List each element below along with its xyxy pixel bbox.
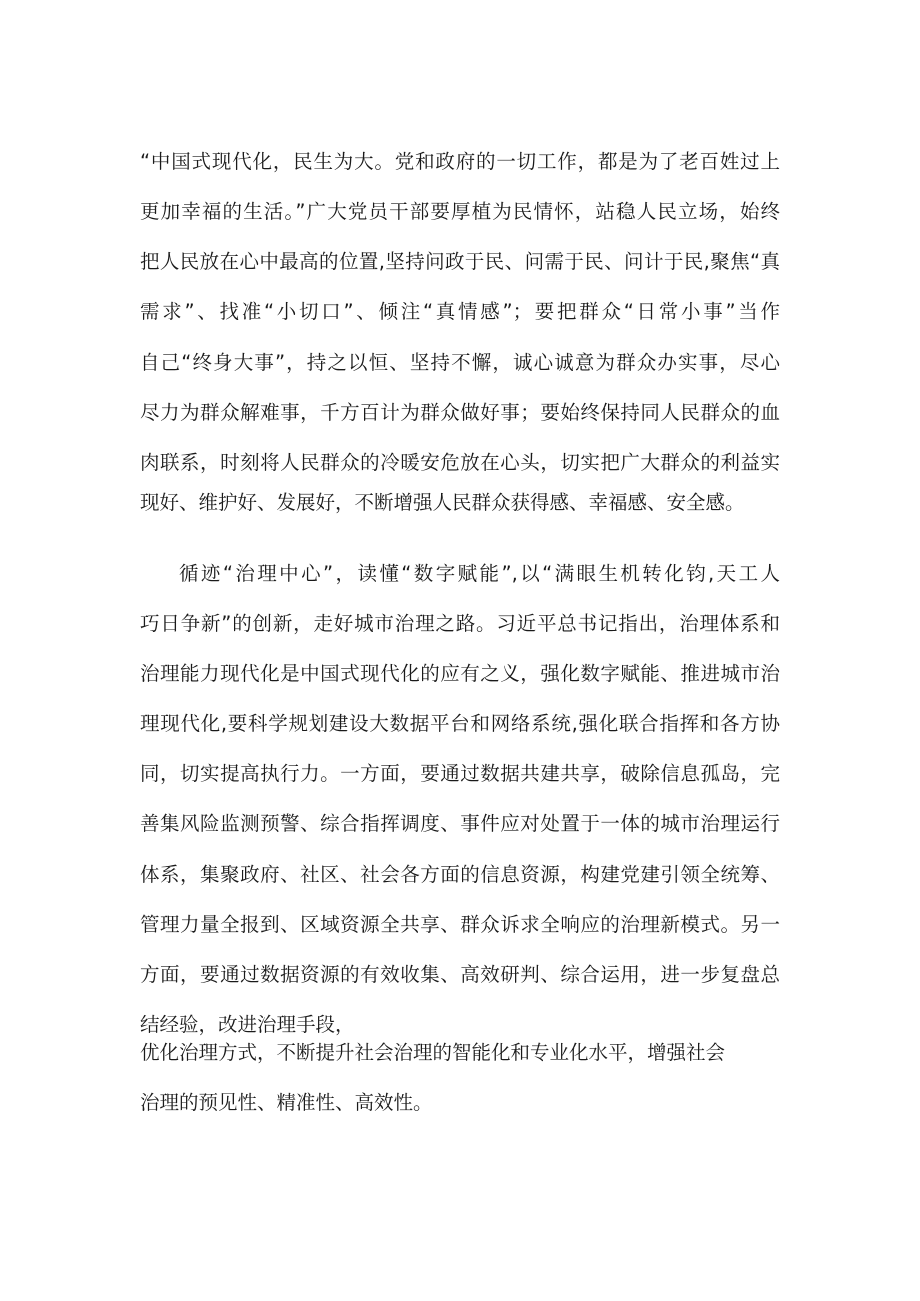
paragraph-2-line-1: 循迹“治理中心”，读懂“数字赋能”,以“满眼生机转化钧,天工人 [179,562,780,585]
paragraph-2-line-10: 结经验，改进治理手段， [140,1013,355,1036]
paragraph-2-line-8: 管理力量全报到、区域资源全共享、群众诉求全响应的治理新模式。另一 [140,913,780,936]
paragraph-1-line-8: 现好、维护好、发展好，不断增强人民群众获得感、幸福感、安全感。 [140,491,745,514]
paragraph-2-line-4: 理现代化,要科学规划建设大数据平台和网络系统,强化联合指挥和各方协 [140,712,780,735]
paragraph-2-line-5: 同，切实提高执行力。一方面，要通过数据共建共享，破除信息孤岛，完 [140,762,780,785]
paragraph-1-line-7: 肉联系，时刻将人民群众的冷暖安危放在心头，切实把广大群众的利益实 [140,451,780,474]
paragraph-1-line-6: 尽力为群众解难事，千方百计为群众做好事；要始终保持同人民群众的血 [140,401,780,424]
paragraph-2-line-2: 巧日争新”的创新，走好城市治理之路。习近平总书记指出，治理体系和 [140,612,780,635]
paragraph-1-line-5: 自己“终身大事”，持之以恒、坚持不懈，诚心诚意为群众办实事，尽心 [140,351,780,374]
paragraph-2-line-6: 善集风险监测预警、综合指挥调度、事件应对处置于一体的城市治理运行 [140,812,780,835]
paragraph-1-line-4: 需求”、找准“小切口”、倾注“真情感”；要把群众“日常小事”当作 [140,300,780,323]
paragraph-2-line-7: 体系，集聚政府、社区、社会各方面的信息资源，构建党建引领全统筹、 [140,863,780,886]
paragraph-1-line-2: 更加幸福的生活。”广大党员干部要厚植为民情怀，站稳人民立场，始终 [140,200,780,223]
paragraph-1-line-1: “中国式现代化，民生为大。党和政府的一切工作，都是为了老百姓过上 [140,150,780,173]
paragraph-2-line-11: 优化治理方式，不断提升社会治理的智能化和专业化水平，增强社会 [140,1041,726,1064]
paragraph-1-line-3: 把人民放在心中最高的位置,坚持问政于民、问需于民、问计于民,聚焦“真 [140,250,780,273]
paragraph-2-line-9: 方面，要通过数据资源的有效收集、高效研判、综合运用，进一步复盘总 [140,963,780,986]
paragraph-2-line-12: 治理的预见性、精准性、高效性。 [140,1091,433,1114]
paragraph-2-line-3: 治理能力现代化是中国式现代化的应有之义，强化数字赋能、推进城市治 [140,662,780,685]
